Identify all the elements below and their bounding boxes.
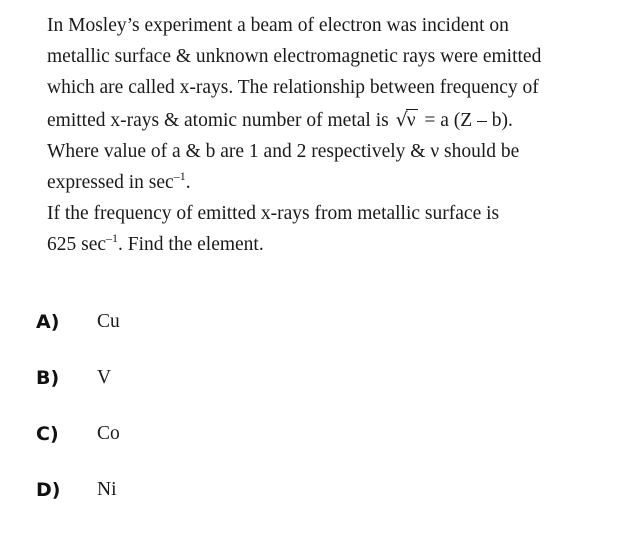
- option-d[interactable]: [36, 471, 336, 527]
- question-line-2: metallic surface & unknown electromagnetic rays were emitted: [47, 46, 542, 67]
- superscript-minus-one: –1: [106, 230, 119, 245]
- radical-sign: √: [395, 109, 408, 131]
- option-a[interactable]: [36, 303, 336, 359]
- question-line-8-text: 625 sec: [47, 234, 107, 255]
- question-line-5: Where value of a & b are 1 and 2 respectively & ν should be: [47, 141, 520, 162]
- option-text: Co: [97, 423, 120, 444]
- question-line-6: [47, 167, 607, 198]
- question-line-4-start: emitted x-rays & atomic number of metal is: [47, 110, 394, 131]
- question-line-6-text: expressed in sec: [47, 172, 174, 193]
- option-text: Cu: [97, 311, 120, 332]
- option-letter: D): [36, 479, 61, 501]
- option-letter: C): [36, 423, 59, 445]
- question-line-4-end: = a (Z – b).: [419, 110, 513, 131]
- question-line-8: [47, 229, 607, 260]
- sqrt-nu-formula: [396, 105, 418, 136]
- radicand-nu: ν: [406, 110, 416, 131]
- option-b[interactable]: [36, 359, 336, 415]
- question-line-8-end: . Find the element.: [118, 234, 264, 255]
- answer-options: [36, 303, 336, 527]
- question-line-1: In Mosley’s experiment a beam of electron was incident on: [47, 15, 509, 36]
- question-line-3: which are called x-rays. The relationship between frequency of: [47, 77, 539, 98]
- question-text: [47, 10, 607, 260]
- option-text: Ni: [97, 479, 117, 500]
- question-line-4: [47, 103, 607, 136]
- question-line-7: If the frequency of emitted x-rays from metallic surface is: [47, 203, 500, 224]
- option-letter: B): [36, 367, 60, 389]
- option-letter: A): [36, 311, 60, 333]
- option-text: V: [97, 367, 112, 388]
- superscript-minus-one: –1: [173, 168, 186, 183]
- option-c[interactable]: [36, 415, 336, 471]
- question-line-6-end: .: [185, 172, 191, 193]
